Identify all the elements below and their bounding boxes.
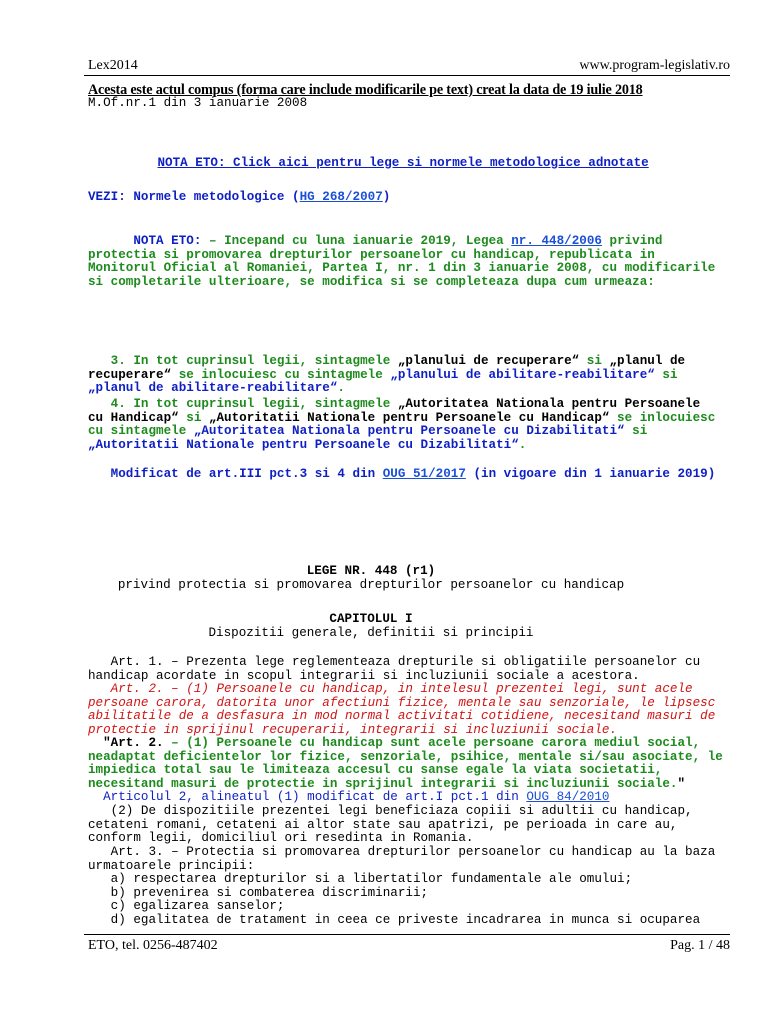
pct3-quote: „planul de abilitare-reabilitare“	[88, 381, 338, 395]
text-line: persoane carora, datorita unor afectiuni fizice, mentale sau senzoriale, le lipsesc	[88, 695, 716, 710]
text-line: neadaptat deficientelor lor fizice, senzoriale, psihice, mentale si/sau asociate, le	[88, 749, 723, 764]
pct4-text: se inlocuiesc	[609, 410, 716, 425]
pct3-text: 3. In tot cuprinsul legii, sintagmele	[88, 354, 398, 368]
pct3-quote: „planului de abilitare-reabilitare“	[390, 367, 655, 382]
text-line: conform legii, domiciliul ori resedinta in Romania.	[88, 831, 474, 845]
text-line: necesitand masuri de protectie in sprijinul integrarii si incluziunii sociale.	[88, 776, 678, 791]
law-heading	[88, 565, 654, 592]
header-rule	[84, 75, 730, 76]
pct4-quote: „Autoritatea Nationala pentru Persoanele	[397, 397, 701, 411]
nota-eto-label: NOTA ETO:	[133, 234, 202, 248]
text-line: Art. 3. – Protectia si promovarea drepturilor persoanelor cu handicap au la baza	[88, 845, 716, 859]
pct3-text: si	[654, 367, 678, 382]
text-line: cetateni romani, cetateni ai altor state sau apatrizi, pe perioada in care au,	[88, 817, 678, 832]
modified-text: (in vigoare din 1 ianuarie 2019)	[465, 467, 716, 481]
text-line: (2) De dispozitiile prezentei legi beneficiaza copiii si adultii cu handicap,	[88, 804, 693, 818]
nota-text: si completarile ulterioare, se modifica si se completeaza dupa cum urmeaza:	[88, 274, 655, 289]
pct4-text: .	[518, 437, 527, 452]
pct3-text: se inlocuiesc cu sintagmele	[171, 367, 391, 382]
text-line: "Art. 2.	[88, 736, 172, 750]
text-line: "	[677, 776, 686, 791]
article-3	[88, 846, 738, 927]
text-line: protectie in sprijinul recuperarii, integrarii si incluziunii sociale.	[88, 722, 618, 737]
nota-text: – Incepand cu luna ianuarie 2019, Legea	[201, 234, 512, 248]
footer-rule	[84, 934, 730, 935]
pct4-text: si	[624, 424, 648, 438]
header-left: Lex2014	[88, 58, 138, 73]
text-line: Art. 2. – (1) Persoanele cu handicap, in intelesul prezentei legi, sunt acele	[88, 682, 693, 696]
law-title: LEGE NR. 448 (r1)	[306, 564, 436, 578]
text-line: urmatoarele principii:	[88, 858, 255, 873]
pct4-quote: cu Handicap“	[88, 410, 179, 425]
list-item: a) respectarea drepturilor si a libertatilor fundamentale ale omului;	[88, 872, 633, 886]
footer-contact: ETO, tel. 0256-487402	[88, 938, 218, 953]
nota-text: privind	[601, 234, 663, 248]
list-item: c) egalizarea sanselor;	[88, 899, 285, 913]
pct4-quote: „Autoritatii Nationale pentru Persoanele cu Dizabilitati“	[88, 437, 519, 452]
list-item: d) egalitatea de tratament in ceea ce priveste incadrarea in munca si ocuparea	[88, 912, 701, 927]
vezi-suffix: )	[382, 190, 391, 204]
nota-eto-link[interactable]: NOTA ETO: Click aici pentru lege si normele metodologice adnotate	[157, 155, 649, 170]
pct4-text: 4. In tot cuprinsul legii, sintagmele	[88, 397, 398, 411]
modified-note-2	[88, 791, 738, 805]
page-number: Pag. 1 / 48	[670, 938, 730, 953]
pct4-text: si	[178, 410, 209, 425]
oug-84-link[interactable]: OUG 84/2010	[526, 790, 610, 804]
law-subtitle: privind protectia si promovarea drepturilor persoanelor cu handicap	[117, 577, 625, 592]
nota-text: protectia si promovarea drepturilor persoanelor cu handicap, republicata in	[88, 247, 655, 262]
text-line: abilitatile de a desfasura in mod normal activitati cotidiene, necesitand masuri de	[88, 709, 716, 723]
pct4-quote: „Autoritatea Nationala pentru Persoanele cu Dizabilitati“	[193, 424, 625, 438]
article-2-repealed	[88, 683, 738, 737]
pct3-text: si	[579, 354, 610, 368]
text-line: Art. 1. – Prezenta lege reglementeaza drepturile si obligatiile persoanelor cu	[88, 655, 701, 669]
article-1	[88, 656, 738, 683]
nota-text: Monitorul Oficial al Romaniei, Partea I, nr. 1 din 3 ianuarie 2008, cu modificarile	[88, 261, 716, 275]
chapter-title: CAPITOLUL I	[329, 612, 413, 626]
chapter-heading	[88, 613, 654, 640]
nota-eto-paragraph	[88, 235, 738, 289]
modified-text: Modificat de art.III pct.3 si 4 din	[88, 467, 383, 481]
oug-51-link[interactable]: OUG 51/2017	[382, 467, 466, 481]
list-item: b) prevenirea si combaterea discriminarii;	[88, 885, 429, 900]
article-2-paragraph-2	[88, 805, 738, 846]
chapter-subtitle: Dispozitii generale, definitii si principii	[208, 625, 534, 640]
modified-text: Articolul 2, alineatul (1) modificat de art.I pct.1 din	[88, 790, 527, 804]
amendment-pct4	[88, 398, 738, 452]
amendment-pct3	[88, 355, 738, 396]
text-line: – (1) Persoanele cu handicap sunt acele persoane carora mediul social,	[171, 736, 701, 750]
pct3-text: .	[337, 381, 345, 395]
pct3-quote: recuperare“	[88, 367, 172, 382]
modified-note-1	[88, 468, 738, 482]
vezi-prefix: VEZI: Normele metodologice (	[88, 190, 300, 204]
article-2-amended	[88, 737, 738, 791]
text-line: impiedica total sau le limiteaza accesul cu sanse egale la viata societatii,	[88, 763, 663, 777]
pct3-quote: „planului de recuperare“	[397, 354, 580, 368]
pct4-quote: „Autoritatii Nationale pentru Persoanele cu Handicap“	[208, 410, 610, 425]
monitor-oficial-ref: M.Of.nr.1 din 3 ianuarie 2008	[88, 96, 308, 110]
text-line: handicap acordate in scopul integrarii si incluziunii sociale a acestora.	[88, 668, 640, 683]
pct4-text: cu sintagmele	[88, 424, 194, 438]
hg-link[interactable]: HG 268/2007	[299, 190, 383, 204]
document-title: Acesta este actul compus (forma care include modificarile pe text) creat la data de 19 iulie 2018	[88, 82, 643, 98]
lege-448-link[interactable]: nr. 448/2006	[511, 234, 602, 248]
header-right: www.program-legislativ.ro	[579, 58, 730, 73]
vezi-line	[88, 191, 738, 205]
pct3-quote: „planul de	[609, 354, 686, 368]
